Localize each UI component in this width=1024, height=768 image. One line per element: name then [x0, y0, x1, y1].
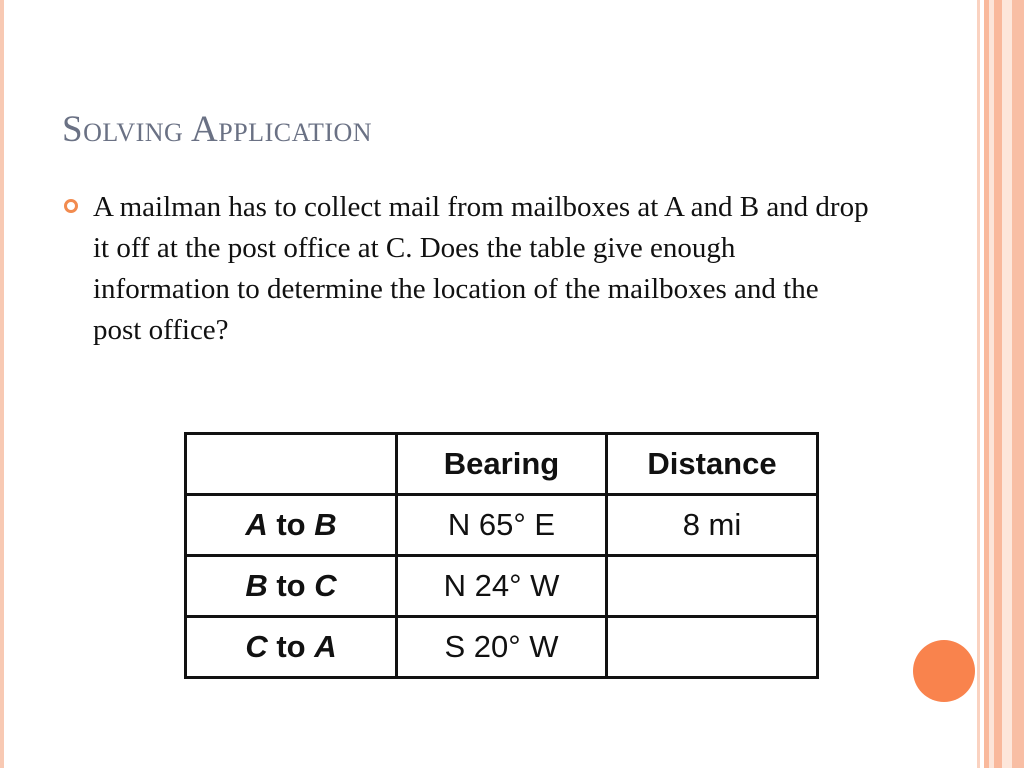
- distance-cell: 8 mi: [607, 495, 818, 556]
- right-frame-stripe: [1012, 0, 1024, 768]
- bearing-cell: S 20° W: [397, 617, 607, 678]
- row-label: A to B: [186, 495, 397, 556]
- bearing-cell: N 65° E: [397, 495, 607, 556]
- bearing-distance-table: [184, 432, 819, 679]
- accent-circle-decoration: [913, 640, 975, 702]
- row-label: C to A: [186, 617, 397, 678]
- table-row: [186, 617, 818, 678]
- table-header-cell: [186, 434, 397, 495]
- distance-cell: [607, 617, 818, 678]
- left-frame-stripe: [0, 0, 4, 768]
- table-header-bearing: Bearing: [397, 434, 607, 495]
- bearing-cell: N 24° W: [397, 556, 607, 617]
- right-frame-stripe: [1002, 0, 1012, 768]
- table-row: [186, 556, 818, 617]
- table-header-row: [186, 434, 818, 495]
- table-header-distance: Distance: [607, 434, 818, 495]
- right-frame-stripe: [994, 0, 1002, 768]
- hollow-circle-bullet-icon: [64, 199, 78, 213]
- table-row: [186, 495, 818, 556]
- distance-cell: [607, 556, 818, 617]
- right-frame-stripe: [977, 0, 980, 768]
- row-label: B to C: [186, 556, 397, 617]
- slide-title: Solving Application: [62, 109, 373, 150]
- slide-body-text: A mailman has to collect mail from mailboxes at A and B and drop it off at the post office at C. Does the table give enough information to determine the location of the mailboxes and the post office?: [93, 191, 869, 346]
